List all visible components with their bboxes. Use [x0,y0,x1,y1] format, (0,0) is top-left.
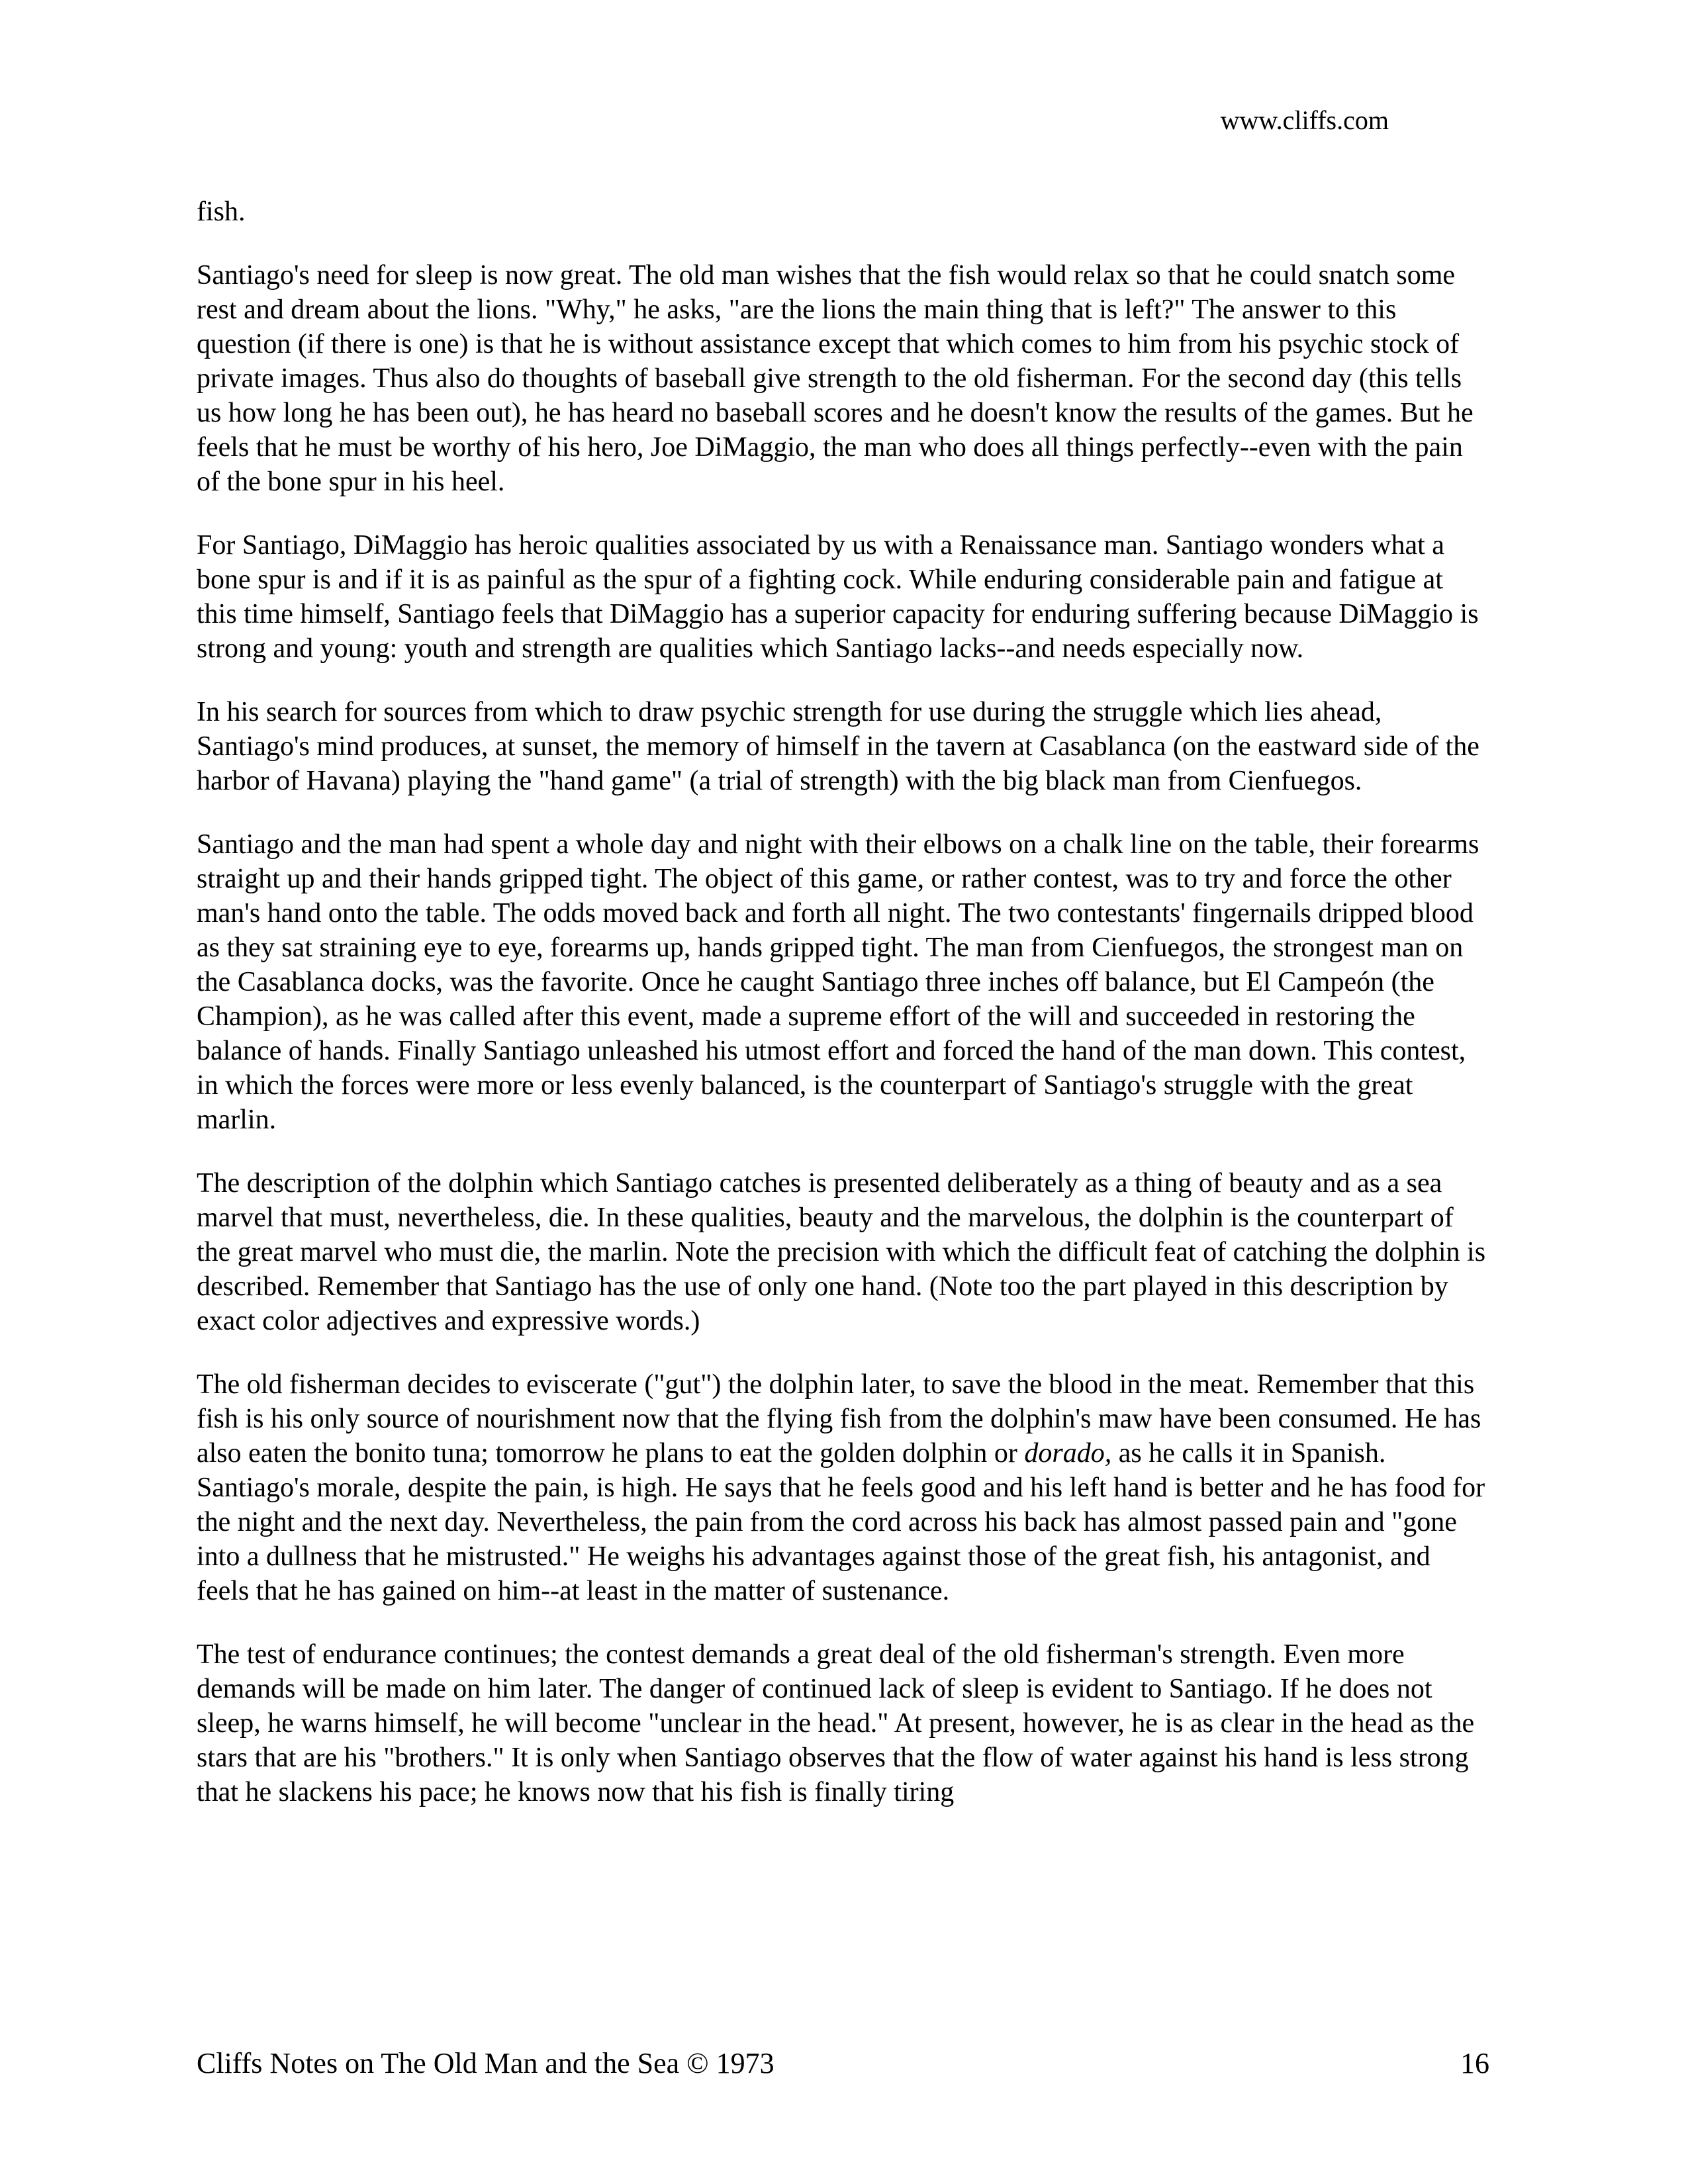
paragraph [197,695,1489,798]
paragraph [197,1367,1489,1608]
page-footer [197,2046,1489,2081]
paragraph-segment: Santiago and the man had spent a whole day and night with their elbows on a chalk line on the table, their forearms straight up and their hands gripped tight. The object of this game, or rather contest, was to try and force the other man's hand onto the table. The odds moved back and forth all night. The two contestants' fingernails dripped blood as they sat straining eye to eye, forearms up, hands gripped tight. The man from Cienfuegos, the strongest man on the Casablanca docks, was the favorite. Once he caught Santiago three inches off balance, but El Campeón (the Champion), as he was called after this event, made a supreme effort of the will and succeeded in restoring the balance of hands. Finally Santiago unleashed his utmost effort and forced the hand of the man down. This contest, in which the forces were more or less evenly balanced, is the counterpart of Santiago's struggle with the great marlin. [197,829,1479,1135]
paragraph-segment: Santiago's need for sleep is now great. The old man wishes that the fish would relax so that he could snatch some rest and dream about the lions. "Why," he asks, "are the lions the main thing that is left?" The answer to this question (if there is one) is that he is without assistance except that which comes to him from his psychic stock of private images. Thus also do thoughts of baseball give strength to the old fisherman. For the second day (this tells us how long he has been out), he has heard no baseball scores and he doesn't know the results of the games. But he feels that he must be worthy of his hero, Joe DiMaggio, the man who does all things perfectly--even with the pain of the bone spur in his heel. [197,260,1474,497]
paragraph-segment: as he calls it in Spanish. Santiago's morale, despite the pain, is high. He says that he feels good and his left hand is better and he has food for the night and the next day. Nevertheless, the pain from the cord across his back has almost passed pain and "gone into a dullness that he mistrusted." He weighs his advantages against those of the great fish, his antagonist, and feels that he has gained on him--at least in the matter of sustenance. [197,1438,1485,1606]
paragraph [197,1166,1489,1338]
page-number: 16 [1460,2047,1489,2079]
footer-copyright: Cliffs Notes on The Old Man and the Sea © 1973 [197,2047,774,2079]
paragraph-segment: For Santiago, DiMaggio has heroic qualities associated by us with a Renaissance man. Santiago wonders what a bone spur is and if it is as painful as the spur of a fighting cock. While enduring considerable pain and fatigue at this time himself, Santiago feels that DiMaggio has a superior capacity for enduring suffering because DiMaggio is strong and young: youth and strength are qualities which Santiago lacks--and needs especially now. [197,530,1479,664]
paragraph-segment-italic: dorado, [1024,1438,1112,1469]
paragraph-segment: The description of the dolphin which Santiago catches is presented deliberately as a thing of beauty and as a sea marvel that must, nevertheless, die. In these qualities, beauty and the marvelous, the dolphin is the counterpart of the great marvel who must die, the marlin. Note the precision with which the difficult feat of catching the dolphin is described. Remember that Santiago has the use of only one hand. (Note too the part played in this description by exact color adjectives and expressive words.) [197,1168,1486,1336]
paragraph [197,195,1489,229]
paragraph-segment: The old fisherman decides to eviscerate ("gut") the dolphin later, to save the blood in the meat. Remember that this fish is his only source of nourishment now that the flying fish from the dolphin's maw have been consumed. He has also eaten the bonito tuna; tomorrow he plans to eat the golden dolphin or [197,1369,1481,1469]
paragraph [197,1637,1489,1809]
paragraph-segment: In his search for sources from which to draw psychic strength for use during the struggle which lies ahead, Santiago's mind produces, at sunset, the memory of himself in the tavern at Casablanca (on the eastward side of the harbor of Havana) playing the "hand game" (a trial of strength) with the big black man from Cienfuegos. [197,697,1479,796]
paragraph-segment: fish. [197,197,246,227]
header-website-text: www.cliffs.com [1220,105,1389,135]
document-body [197,195,1489,1809]
paragraph [197,827,1489,1137]
paragraph [197,258,1489,499]
paragraph [197,528,1489,666]
paragraph-segment: The test of endurance continues; the contest demands a great deal of the old fisherman's strength. Even more demands will be made on him later. The danger of continued lack of sleep is evident to Santiago. If he does not sleep, he warns himself, he will become "unclear in the head." At present, however, he is as clear in the head as the stars that are his "brothers." It is only when Santiago observes that the flow of water against his hand is less strong that he slackens his pace; he knows now that his fish is finally tiring [197,1639,1475,1807]
